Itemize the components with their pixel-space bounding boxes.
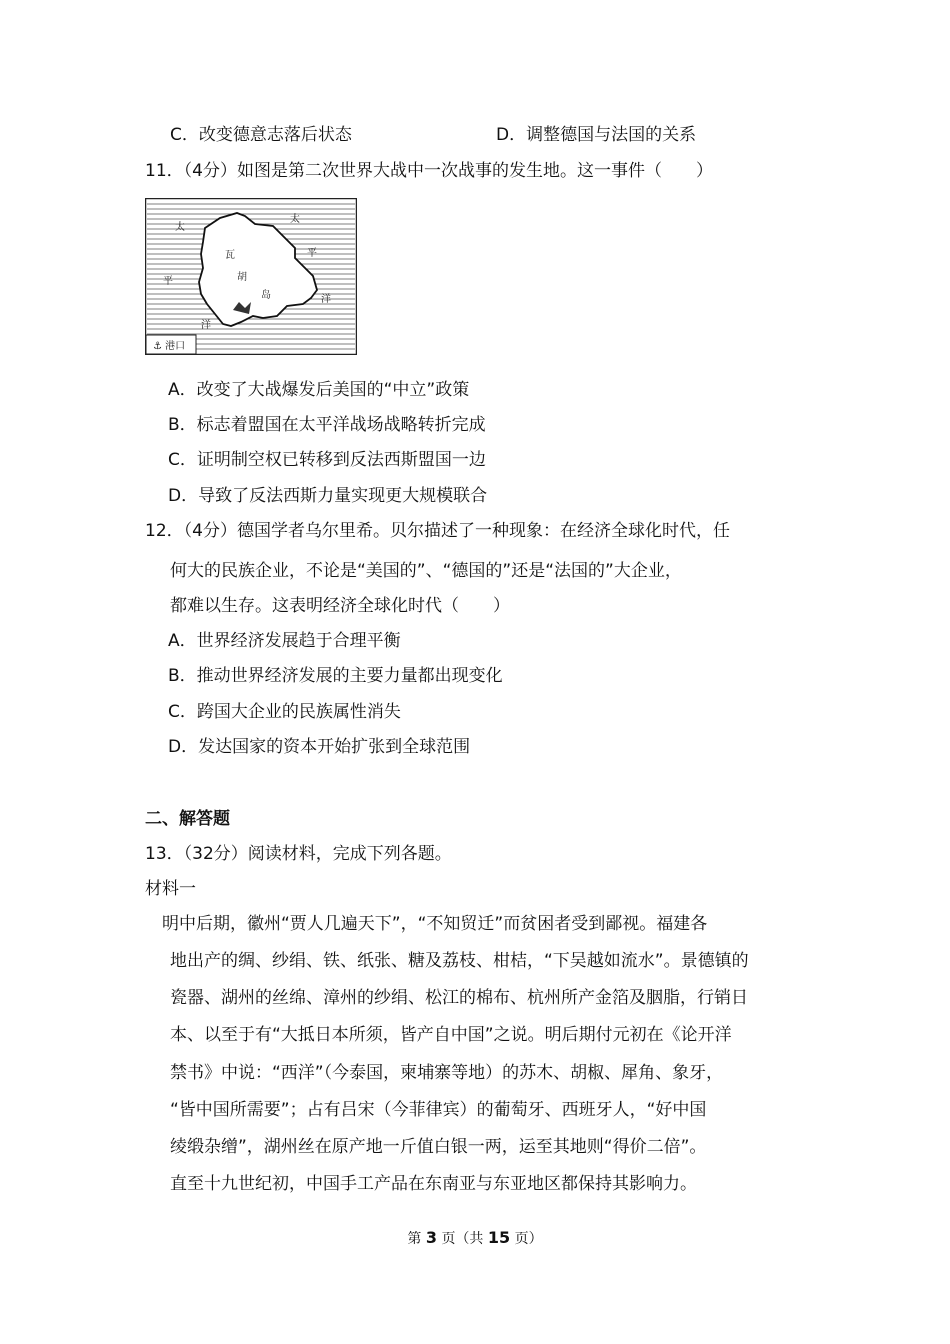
- material-label: 材料一: [145, 879, 196, 899]
- material-line-7: 绫缎杂缯”，湖州丝在原产地一斤值白银一两，运至其地则“得价二倍”。: [170, 1137, 707, 1157]
- material-line-8: 直至十九世纪初，中国手工产品在东南亚与东亚地区都保持其影响力。: [170, 1174, 697, 1194]
- map-label-tai-right: 太: [290, 214, 300, 225]
- footer-middle: 页（共: [441, 1231, 484, 1247]
- footer-prefix: 第: [407, 1231, 422, 1247]
- map-label-yang-right: 洋: [321, 294, 331, 305]
- q12-option-d: D．发达国家的资本开始扩张到全球范围: [168, 737, 471, 757]
- page-footer: [0, 1228, 950, 1248]
- q11-option-a: A．改变了大战爆发后美国的“中立”政策: [168, 380, 470, 400]
- material-line-1: 明中后期，徽州“贾人几遍天下”，“不知贸迁”而贫困者受到鄙视。福建各: [162, 914, 708, 934]
- footer-page-number: 3: [425, 1228, 437, 1247]
- map-label-wa: 瓦: [225, 250, 235, 261]
- map-label-dao: 岛: [261, 290, 271, 301]
- material-line-6: “皆中国所需要”；占有吕宋（今菲律宾）的葡萄牙、西班牙人，“好中国: [170, 1100, 707, 1120]
- q12-stem-line2: 何大的民族企业，不论是“美国的”、“德国的”还是“法国的”大企业，: [170, 561, 682, 581]
- q12-option-a: A．世界经济发展趋于合理平衡: [168, 631, 401, 651]
- section-title: 二、解答题: [145, 809, 230, 829]
- q10-option-c: C．改变德意志落后状态: [170, 125, 352, 145]
- q11-option-d: D．导致了反法西斯力量实现更大规模联合: [168, 486, 488, 506]
- q10-option-d: D．调整德国与法国的关系: [496, 125, 697, 145]
- q12-stem-line3: 都难以生存。这表明经济全球化时代（ ）: [170, 596, 510, 616]
- map-label-yang-left: 洋: [201, 320, 211, 331]
- q11-option-b: B．标志着盟国在太平洋战场战略转折完成: [168, 415, 486, 435]
- footer-suffix: 页）: [514, 1231, 543, 1247]
- material-line-3: 瓷器、湖州的丝绵、漳州的纱绢、松江的棉布、杭州所产金箔及胭脂，行销日: [170, 988, 748, 1008]
- q13-stem: 13．（32分）阅读材料，完成下列各题。: [145, 844, 452, 864]
- q12-option-c: C．跨国大企业的民族属性消失: [168, 702, 401, 722]
- material-line-5: 禁书》中说：“西洋”（今泰国，柬埔寨等地）的苏木、胡椒、犀角、象牙，: [170, 1063, 724, 1083]
- material-line-4: 本、以至于有“大抵日本所须，皆产自中国”之说。明后期付元初在《论开洋: [170, 1025, 732, 1045]
- material-line-2: 地出产的绸、纱绢、铁、纸张、糖及荔枝、柑桔，“下吴越如流水”。景德镇的: [170, 951, 749, 971]
- footer-total-pages: 15: [487, 1228, 511, 1247]
- q11-stem: 11．（4分）如图是第二次世界大战中一次战事的发生地。这一事件（ ）: [145, 161, 713, 181]
- q12-stem-line1: 12．（4分）德国学者乌尔里希。贝尔描述了一种现象：在经济全球化时代，任: [145, 521, 730, 541]
- map-label-ping-right: 平: [307, 248, 317, 259]
- q12-option-b: B．推动世界经济发展的主要力量都出现变化: [168, 666, 503, 686]
- map-label-hu: 胡: [237, 272, 247, 283]
- map-label-tai-left: 太: [175, 222, 185, 233]
- q11-option-c: C．证明制空权已转移到反法西斯盟国一边: [168, 450, 486, 470]
- map-legend-harbor: ⚓ 港口: [153, 341, 186, 352]
- oahu-map-figure: [145, 198, 357, 355]
- map-label-ping-left: 平: [163, 276, 173, 287]
